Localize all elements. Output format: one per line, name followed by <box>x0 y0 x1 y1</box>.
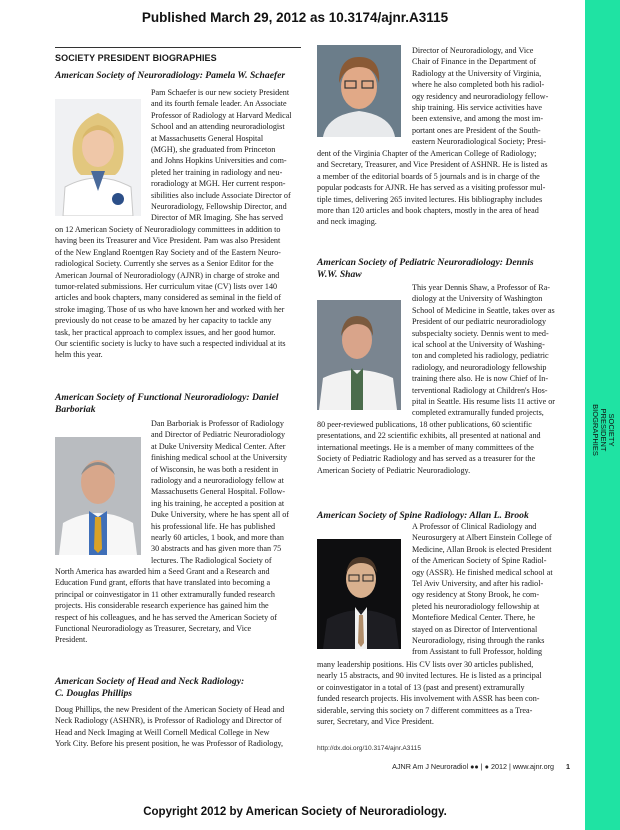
bio-text-barboriak-wrap <box>151 418 300 566</box>
side-tab-label <box>583 400 620 460</box>
text-line: stroke imaging. Those of us who have known her and worked with her <box>55 304 285 314</box>
text-line: School and an attending neuroradiologist <box>151 122 285 132</box>
bio-text-barboriak-full <box>55 566 301 646</box>
issue-dots: ●● | ● <box>470 762 489 771</box>
text-line: Neurosurgery at Albert Einstein College of <box>412 533 552 543</box>
text-line: Professor of Radiology at Harvard Medical <box>151 110 292 120</box>
text-line: training there also. He is now Chief of In- <box>412 374 549 384</box>
text-line: many leadership positions. His CV lists over 30 articles published, <box>317 660 534 669</box>
text-line: or coinvestigator in a total of 13 (past and present) extramurally <box>317 682 525 692</box>
bio-heading-phillips <box>55 676 244 700</box>
text-line: task, her practical approach to complex issues, and her good humor. <box>55 327 276 337</box>
text-line: and Johns Hopkins Universities and com- <box>151 156 287 166</box>
portrait-shaw-graphic <box>317 300 401 410</box>
bio-heading-shaw <box>317 257 534 281</box>
text-line: ogy residency and neuroradiology fellow- <box>412 91 549 101</box>
text-line: where he also completed both his radiol- <box>412 80 545 90</box>
text-line: ogy residency at Stony Brook, he com- <box>412 590 540 600</box>
portrait-schaefer-graphic <box>55 99 141 216</box>
text-line: (MGH), she graduated from Princeton <box>151 145 276 155</box>
text-line: Dan Barboriak is Professor of Radiology <box>151 419 284 428</box>
heading-line: American Society of Head and Neck Radiology: <box>55 676 245 687</box>
text-line: projects. His considerable research experience has gained him the <box>55 601 269 611</box>
footer-sep: | <box>508 762 511 771</box>
text-line: completed extramurally funded projects, <box>412 408 544 418</box>
text-line: eastern Neuroradiological Society; Presi- <box>412 137 546 147</box>
text-line: nearly 60 articles, 1 book, and more than <box>151 533 284 543</box>
text-line: nearly 15 abstracts, and 90 invited lectures. He is listed as a principal <box>317 671 542 681</box>
copyright-notice: Copyright 2012 by American Society of Neuroradiology. <box>143 806 447 818</box>
text-line: Director of MR Imaging. She has served <box>151 213 283 223</box>
text-line: of Wisconsin, he was both a resident in <box>151 464 279 474</box>
text-line: been extensive, and among the most im- <box>412 114 544 124</box>
journal-name: AJNR Am J Neuroradiol <box>392 762 469 771</box>
bio-heading-brook: American Society of Spine Radiology: Allan L. Brook <box>317 510 529 521</box>
text-line: from Assistant to full Professor, holding <box>412 647 543 657</box>
text-line: ing his training, he accepted a position at <box>151 498 285 508</box>
text-line: dent of the Virginia Chapter of the American College of Radiology; <box>317 149 537 158</box>
text-line: finishing medical school at the University <box>151 453 288 463</box>
text-line: radiological Society. Currently she serves as a Senior Editor for the <box>55 259 274 269</box>
text-line: portant ones are President of the South- <box>412 125 541 135</box>
text-line: roradiology at MGH. Her current respon- <box>151 179 286 189</box>
text-line: Doug Phillips, the new President of the American Society of Head and <box>55 705 285 714</box>
journal-footer <box>360 762 570 771</box>
text-line: American Society of Pediatric Neuroradiology. <box>317 465 471 475</box>
photo-barboriak <box>55 437 141 555</box>
text-line: Tel Aviv University, and after his radiol- <box>412 579 544 589</box>
text-line: Duke University, where he has spent all of <box>151 510 290 520</box>
text-line: 30 abstracts and has given more than 75 <box>151 544 282 554</box>
text-line: Functional Neuroradiology as Treasurer, Secretary, and Vice <box>55 624 252 634</box>
bio-text-shaw-full <box>317 419 563 476</box>
text-line: articles and book chapters, many considered as seminal in the field of <box>55 293 282 303</box>
bio-text-phillips <box>55 704 301 750</box>
text-line: at Duke University Medical Center. After <box>151 441 286 451</box>
photo-phillips <box>317 45 401 137</box>
text-line: ton and completed his radiology, pediatric <box>412 351 549 361</box>
text-line: ship training. His service activities have <box>412 103 542 113</box>
text-line: of the New England Roentgen Ray Society and of the Eastern Neuro- <box>55 247 281 257</box>
text-line: pleted her training in radiology and neu- <box>151 167 283 177</box>
text-line: Neck Radiology (ASHNR), is Professor of Radiology and Director of <box>55 716 282 726</box>
bio-text-phillips-cont-wrap <box>412 45 562 148</box>
text-line: 80 peer-reviewed publications, 18 other publications, 60 scientific <box>317 420 532 429</box>
text-line: funded research projects. His involvement with ASSR has been con- <box>317 694 540 704</box>
text-line: at Massachusetts General Hospital <box>151 133 264 143</box>
text-line: Medicine, Allan Brook is elected President <box>412 544 552 554</box>
bio-text-schaefer-full <box>55 224 301 361</box>
footer-url[interactable]: www.ajnr.org <box>512 762 554 771</box>
text-line: his professional life. He has published <box>151 521 276 531</box>
text-line: more than 120 articles and book chapters, mostly in the area of head <box>317 206 539 216</box>
side-tab-line: SOCIETY <box>607 413 616 447</box>
footer-year: 2012 <box>490 762 507 771</box>
text-line: and Director of Pediatric Neuroradiology <box>151 430 286 440</box>
portrait-barboriak-graphic <box>55 437 141 555</box>
text-line: siderable, serving this society on 7 different committees as a Trea- <box>317 705 533 715</box>
photo-schaefer <box>55 99 141 216</box>
text-line: stayed on as Director of Interventional <box>412 624 538 634</box>
text-line: radiology, and neuroradiology fellowship <box>412 362 547 372</box>
bio-text-brook-wrap <box>412 521 562 658</box>
text-line: pleted his neuroradiology fellowship at <box>412 601 540 611</box>
text-line: Education Fund grant, efforts that have translated into becoming a <box>55 578 271 588</box>
portrait-brook-graphic <box>317 539 401 649</box>
photo-brook <box>317 539 401 649</box>
text-line: Our scientific society is lucky to have such a respected individual at its <box>55 339 286 349</box>
text-line: principal or coinvestigator in 11 other extramurally funded research <box>55 589 275 599</box>
bio-text-schaefer-wrap <box>151 87 300 224</box>
bio-heading-barboriak <box>55 392 279 416</box>
doi-link[interactable]: http://dx.doi.org/10.3174/ajnr.A3115 <box>317 745 421 752</box>
text-line: helm this year. <box>55 350 103 360</box>
text-line: Pam Schaefer is our new society President <box>151 88 290 97</box>
text-line: subspecialty society. Dennis went to med- <box>412 328 549 338</box>
text-line: A Professor of Clinical Radiology and <box>412 522 537 531</box>
text-line: Chair of Finance in the Department of <box>412 57 537 67</box>
text-line: terventional Radiology at Children's Hos- <box>412 385 548 395</box>
text-line: diology at the University of Washington <box>412 294 543 304</box>
text-line: Montefiore Medical Center. There, he <box>412 613 536 623</box>
bio-text-phillips-cont-full <box>317 148 563 228</box>
text-line: Radiology at the University of Virginia, <box>412 68 542 78</box>
text-line: and Secretary, Treasurer, and Vice President of ASHNR. He is listed as <box>317 160 548 170</box>
bio-text-shaw-wrap <box>412 282 562 419</box>
text-line: This year Dennis Shaw, a Professor of Ra- <box>412 283 551 292</box>
text-line: and neck imaging. <box>317 217 377 227</box>
text-line: lectures. The Radiological Society of <box>151 555 272 565</box>
text-line: President of our pediatric neuroradiology <box>412 317 547 327</box>
text-line: on 12 American Society of Neuroradiology committees in addition to <box>55 225 281 234</box>
text-line: radiology and a neuroradiology fellow at <box>151 476 284 486</box>
text-line: Head and Neck Imaging at Weill Cornell Medical College in New <box>55 727 270 737</box>
text-line: a member of the editorial boards of 5 journals and is in charge of the <box>317 171 540 181</box>
heading-line: American Society of Functional Neuroradiology: Daniel <box>55 392 279 403</box>
published-banner: Published March 29, 2012 as 10.3174/ajnr.A3115 <box>141 10 449 25</box>
text-line: Society of Pediatric Radiology and has served as a treasurer for the <box>317 454 536 464</box>
heading-line: Barboriak <box>55 404 96 415</box>
text-line: Massachusetts General Hospital. Follow- <box>151 487 286 497</box>
heading-line: W.W. Shaw <box>317 269 362 280</box>
text-line: respect of his colleagues, and he has served the American Society of <box>55 612 278 622</box>
text-line: pital in Seattle. His resume lists 11 active or <box>412 397 555 407</box>
text-line: tumor-related submissions. Her curriculum vitae (CV) lists over 140 <box>55 282 278 292</box>
text-line: York City. Before his present position, he was Professor of Radiology, <box>55 739 284 749</box>
text-line: popular podcasts for AJNR. He has served as a visiting professor mul- <box>317 183 546 193</box>
text-line: School of Medicine in Seattle, takes over as <box>412 305 555 315</box>
text-line: Neuroradiology, rising through the ranks <box>412 636 545 646</box>
text-line: and its fourth female leader. An Associate <box>151 99 287 109</box>
text-line: sibilities also include Associate Director of <box>151 190 291 200</box>
side-tab-line: PRESIDENT <box>599 408 608 452</box>
text-line: having been its Treasurer and Vice President. Pam was also President <box>55 236 281 246</box>
section-rule <box>55 47 301 48</box>
text-line: North America has awarded him a Seed Grant and a Research and <box>55 567 270 576</box>
text-line: previously do not cease to be amazed by her capacity to tackle any <box>55 316 272 326</box>
text-line: presentations, and 22 scientific exhibits, all presented at national and <box>317 431 541 441</box>
text-line: Neuroradiology, Fellowship Director, and <box>151 202 287 212</box>
heading-line: C. Douglas Phillips <box>55 688 133 699</box>
text-line: surer, Secretary, and Vice President. <box>317 717 434 727</box>
section-title: SOCIETY PRESIDENT BIOGRAPHIES <box>55 53 217 63</box>
bio-heading-schaefer: American Society of Neuroradiology: Pamela W. Schaefer <box>55 70 286 81</box>
text-line: tiple times, delivering 265 invited lectures. His bibliography includes <box>317 194 543 204</box>
side-tab-line: BIOGRAPHIES <box>591 404 600 456</box>
text-line: ogy (ASSR). He finished medical school at <box>412 567 553 577</box>
bio-text-brook-full <box>317 659 563 727</box>
text-line: ical school at the University of Washing- <box>412 340 545 350</box>
page-number: 1 <box>566 762 570 771</box>
photo-shaw <box>317 300 401 410</box>
text-line: American Journal of Neuroradiology (AJNR) in charge of stroke and <box>55 270 280 280</box>
text-line: Director of Neuroradiology, and Vice <box>412 46 534 55</box>
text-line: President. <box>55 635 88 645</box>
text-line: international meetings. He is a member of many committees of the <box>317 442 534 452</box>
text-line: of the American Society of Spine Radiol- <box>412 556 547 566</box>
portrait-phillips-graphic <box>317 45 401 137</box>
heading-line: American Society of Pediatric Neuroradiology: Dennis <box>317 257 534 268</box>
